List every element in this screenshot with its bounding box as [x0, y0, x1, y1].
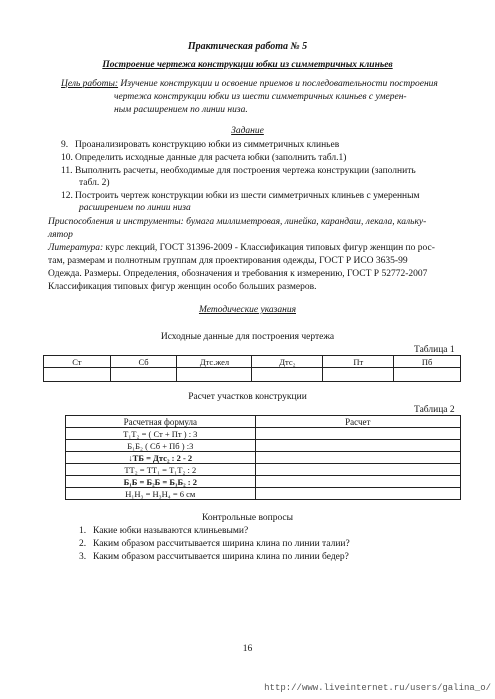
table2 [65, 415, 461, 500]
table2-header-cell: Расчет [255, 416, 460, 428]
goal-label: Цель работы: [61, 79, 119, 89]
table1-header-cell: Пб [394, 356, 461, 368]
table-row [66, 440, 461, 452]
literature-text-1: курс лекций, ГОСТ 31396-2009 - Классификация типовых фигур женщин по рос- [103, 243, 435, 253]
question-item: 3. Каким образом рассчитывается ширина клина по линии бедер? [79, 552, 349, 562]
calc-cell[interactable] [255, 440, 460, 452]
table1-data-cell[interactable] [252, 368, 323, 382]
page-number: 16 [242, 644, 253, 654]
question-item: 2. Каким образом рассчитывается ширина клина по линии талии? [79, 539, 350, 549]
table-row [66, 428, 461, 440]
table1-data-cell[interactable] [110, 368, 177, 382]
calc-cell[interactable] [255, 452, 460, 464]
task-heading: Задание [231, 126, 264, 136]
table2-title: Расчет участков конструкции [188, 392, 307, 402]
task-item-continuation: расширением по линии низа [79, 203, 191, 213]
formula-cell: ↓ТБ = Дтс₂ : 2 - 2 [66, 452, 256, 464]
goal-line-3: ным расширением по линии низа. [114, 105, 248, 115]
table-row [66, 452, 461, 464]
table2-header-cell: Расчетная формула [66, 416, 256, 428]
table1-title: Исходные данные для построения чертежа [160, 332, 335, 342]
calc-cell[interactable] [255, 428, 460, 440]
table1-header-cell: Сб [110, 356, 177, 368]
calc-cell[interactable] [255, 464, 460, 476]
task-item: 12. Построить чертеж конструкции юбки из шести симметричных клиньев с умеренным [61, 191, 420, 201]
question-item: 1. Какие юбки называются клиньевыми? [79, 526, 249, 536]
questions-heading: Контрольные вопросы [201, 513, 294, 523]
literature-line-4: Классификация типовых фигур женщин особо больших размеров. [48, 282, 317, 292]
table1-data-cell[interactable] [323, 368, 394, 382]
table-row [66, 464, 461, 476]
formula-cell: Т₁Т₂ = ( Ст + Пт ) : 3 [66, 428, 256, 440]
goal-line-2: чертежа конструкции юбки из шести симметричных клиньев с умерен- [114, 92, 407, 102]
literature-line-3: Одежда. Размеры. Определения, обозначения и требования к измерению, ГОСТ Р 52772-2007 [48, 269, 428, 279]
table1-header-cell: Ст [44, 356, 111, 368]
task-item: 11. Выполнить расчеты, необходимые для построения чертежа конструкции (заполнить [61, 166, 416, 176]
goal-text-1: Изучение конструкции и освоение приемов и последовательности построения [120, 79, 438, 89]
tools-line-2: лятор [48, 230, 73, 240]
task-item-continuation: табл. 2) [79, 178, 110, 188]
table1-header-row [44, 356, 461, 368]
literature-line-1 [48, 242, 435, 254]
page-title: Практическая работа № 5 [187, 41, 308, 52]
table1-data-cell[interactable] [394, 368, 461, 382]
table1 [43, 355, 461, 382]
goal-line-1 [61, 78, 438, 90]
table1-data-row [44, 368, 461, 382]
calc-cell[interactable] [255, 476, 460, 488]
table-row [66, 488, 461, 500]
table1-header-cell: Дтс₂ [252, 356, 323, 368]
table1-data-cell[interactable] [177, 368, 252, 382]
task-item: 9. Проанализировать конструкцию юбки из симметричных клиньев [61, 140, 340, 150]
table1-label: Таблица 1 [414, 345, 455, 355]
formula-cell: Б₁Б₂ ( Сб + Пб ) :3 [66, 440, 256, 452]
calc-cell[interactable] [255, 488, 460, 500]
formula-cell: Б₁Б = Б₂Б = Б₁Б₂ : 2 [66, 476, 256, 488]
method-heading: Методические указания [198, 305, 297, 315]
formula-cell: Н₁Н₃ = Н₃Н₄ = 6 см [66, 488, 256, 500]
table1-header-cell: Дтс.жел [177, 356, 252, 368]
table2-label: Таблица 2 [414, 405, 455, 415]
tools-line-1: Приспособления и инструменты: бумага миллиметровая, линейка, карандаш, лекала, кальку- [48, 217, 427, 227]
table1-data-cell[interactable] [44, 368, 111, 382]
formula-cell: ТТ₂ = ТТ₁ = Т₁Т₂ : 2 [66, 464, 256, 476]
table2-header-row [66, 416, 461, 428]
literature-label: Литература: [48, 243, 104, 253]
page-subtitle: Построение чертежа конструкции юбки из симметричных клиньев [102, 60, 393, 70]
watermark-url[interactable]: http://www.liveinternet.ru/users/galina_o/ [264, 683, 491, 693]
table-row [66, 476, 461, 488]
task-item: 10. Определить исходные данные для расчета юбки (заполнить табл.1) [61, 153, 347, 163]
table1-header-cell: Пт [323, 356, 394, 368]
literature-line-2: там, размерам и полнотным группам для проектирования одежды, ГОСТ Р ИСО 3635-99 [48, 256, 408, 266]
